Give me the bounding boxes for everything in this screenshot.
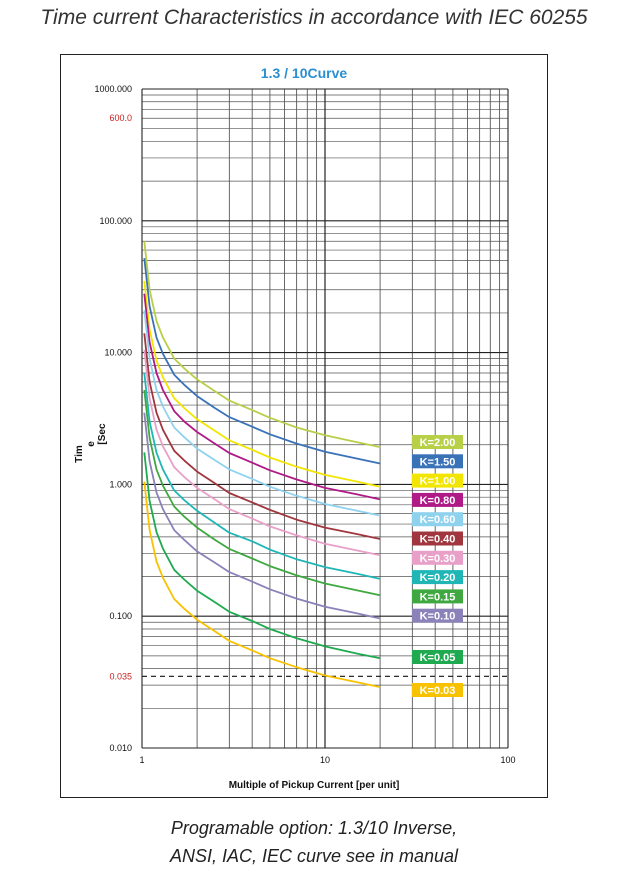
y-tick-label: 0.100	[109, 611, 132, 622]
y-tick-label: 600.0	[109, 113, 132, 124]
x-tick-labels	[139, 755, 515, 765]
legend-item-k-0-60	[412, 512, 463, 526]
curve-k-0-80	[144, 294, 380, 500]
y-axis-label-part-3: [Sec	[97, 423, 108, 445]
x-tick-label: 10	[319, 755, 331, 765]
legend-label: K=0.10	[419, 610, 456, 623]
footer-line-1: Programable option: 1.3/10 Inverse,	[170, 818, 458, 838]
y-tick-label: 0.035	[109, 671, 132, 682]
chart-title: 1.3 / 10Curve	[260, 65, 348, 81]
legend-label: K=0.20	[419, 572, 456, 585]
legend	[412, 435, 463, 697]
legend-item-k-1-50	[412, 454, 463, 468]
x-tick-label: 100	[500, 755, 516, 765]
y-tick-label: 100.000	[99, 215, 132, 226]
legend-item-k-0-80	[412, 493, 463, 507]
legend-item-k-0-40	[412, 532, 463, 546]
legend-label: K=0.15	[419, 591, 456, 604]
y-tick-label: 1000.000	[94, 84, 132, 94]
y-tick-labels	[94, 84, 132, 753]
legend-item-k-1-00	[412, 474, 463, 488]
legend-item-k-0-30	[412, 551, 463, 565]
y-axis-label-part-2: e	[86, 441, 97, 447]
footer-line-2: ANSI, IAC, IEC curve see in manual	[169, 846, 459, 866]
y-tick-label: 1.000	[109, 479, 132, 490]
legend-label: K=2.00	[419, 437, 456, 449]
y-axis-label-part-1: Tim	[74, 445, 85, 463]
legend-item-k-0-10	[412, 609, 463, 623]
y-axis-label	[74, 423, 108, 463]
curves	[144, 241, 380, 687]
y-tick-label: 10.000	[104, 347, 132, 358]
legend-label: K=0.40	[419, 533, 456, 546]
legend-item-k-0-03	[412, 683, 463, 697]
legend-label: K=0.60	[419, 514, 456, 527]
legend-label: K=1.00	[419, 475, 456, 488]
legend-item-k-0-20	[412, 570, 463, 584]
legend-label: K=0.30	[419, 552, 456, 565]
legend-label: K=0.03	[419, 685, 456, 697]
legend-label: K=0.80	[419, 494, 456, 507]
y-tick-label: 0.010	[109, 743, 132, 753]
legend-label: K=0.05	[419, 652, 456, 664]
legend-item-k-0-05	[412, 650, 463, 664]
legend-label: K=1.50	[419, 456, 456, 469]
page-header: Time current Characteristics in accordance with IEC 60255	[40, 6, 588, 29]
x-axis-label: Multiple of Pickup Current [per unit]	[228, 780, 400, 791]
legend-item-k-2-00	[412, 435, 463, 449]
x-tick-label: 1	[139, 755, 145, 765]
legend-item-k-0-15	[412, 589, 463, 603]
